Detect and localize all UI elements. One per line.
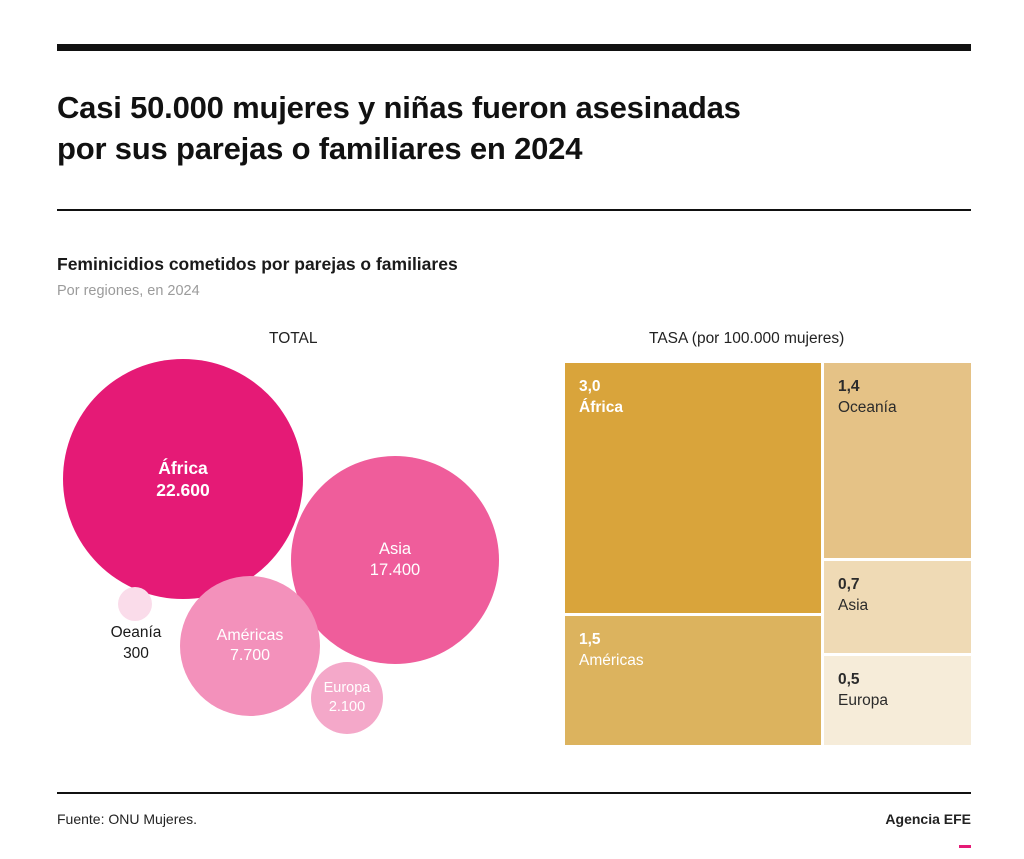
bubble-americas-value: 7.700 <box>229 647 271 664</box>
treemap-oceania-label: Oceanía <box>838 399 897 417</box>
headline-line-2: por sus parejas o familiares en 2024 <box>57 130 583 166</box>
bubble-oceania <box>118 587 152 621</box>
rate-panel-title: TASA (por 100.000 mujeres) <box>649 330 845 347</box>
bubble-americas-label: Américas <box>216 626 284 644</box>
treemap-tile-europa <box>824 656 971 745</box>
treemap-americas-value: 1,5 <box>579 631 601 648</box>
treemap-tile-americas <box>565 616 821 745</box>
rate-treemap <box>565 363 971 745</box>
headline-line-1: Casi 50.000 mujeres y niñas fueron asesinadas <box>57 90 741 125</box>
bubble-americas <box>180 576 320 716</box>
treemap-asia-value: 0,7 <box>838 576 860 593</box>
bubble-europa-label: Europa <box>323 680 371 697</box>
corner-tick-mark <box>959 845 971 848</box>
bubble-chart <box>57 355 517 755</box>
treemap-americas-label: Américas <box>579 652 644 670</box>
footer-divider <box>57 792 971 794</box>
header-divider <box>57 209 971 211</box>
agency-credit: Agencia EFE <box>885 811 971 827</box>
treemap-tile-africa <box>565 363 821 613</box>
total-panel-title: TOTAL <box>269 330 318 347</box>
treemap-asia-label: Asia <box>838 597 869 615</box>
bubble-oceania-label: Oeanía <box>110 624 162 641</box>
treemap-oceania-value: 1,4 <box>838 378 860 395</box>
treemap-africa-label: África <box>579 399 623 417</box>
chart-kicker: Por regiones, en 2024 <box>57 283 200 299</box>
bubble-africa-value: 22.600 <box>156 480 210 500</box>
bubble-asia <box>291 456 499 664</box>
treemap-europa-label: Europa <box>838 692 888 710</box>
bubble-oceania-caption <box>93 623 179 665</box>
bubble-africa-label: África <box>158 457 208 478</box>
bubble-oceania-value: 300 <box>123 644 149 662</box>
chart-subtitle: Feminicidios cometidos por parejas o familiares <box>57 254 458 274</box>
bubble-europa <box>311 662 383 734</box>
bubble-asia-label: Asia <box>378 539 412 558</box>
source-note: Fuente: ONU Mujeres. <box>57 811 198 827</box>
treemap-tile-oceania <box>824 363 971 558</box>
treemap-europa-value: 0,5 <box>838 671 860 688</box>
top-rule <box>57 44 971 51</box>
bubble-asia-value: 17.400 <box>369 561 421 579</box>
bubble-africa <box>63 359 303 599</box>
treemap-tile-asia <box>824 561 971 653</box>
treemap-africa-value: 3,0 <box>579 378 601 395</box>
page-title <box>57 88 957 170</box>
bubble-europa-value: 2.100 <box>328 699 366 715</box>
